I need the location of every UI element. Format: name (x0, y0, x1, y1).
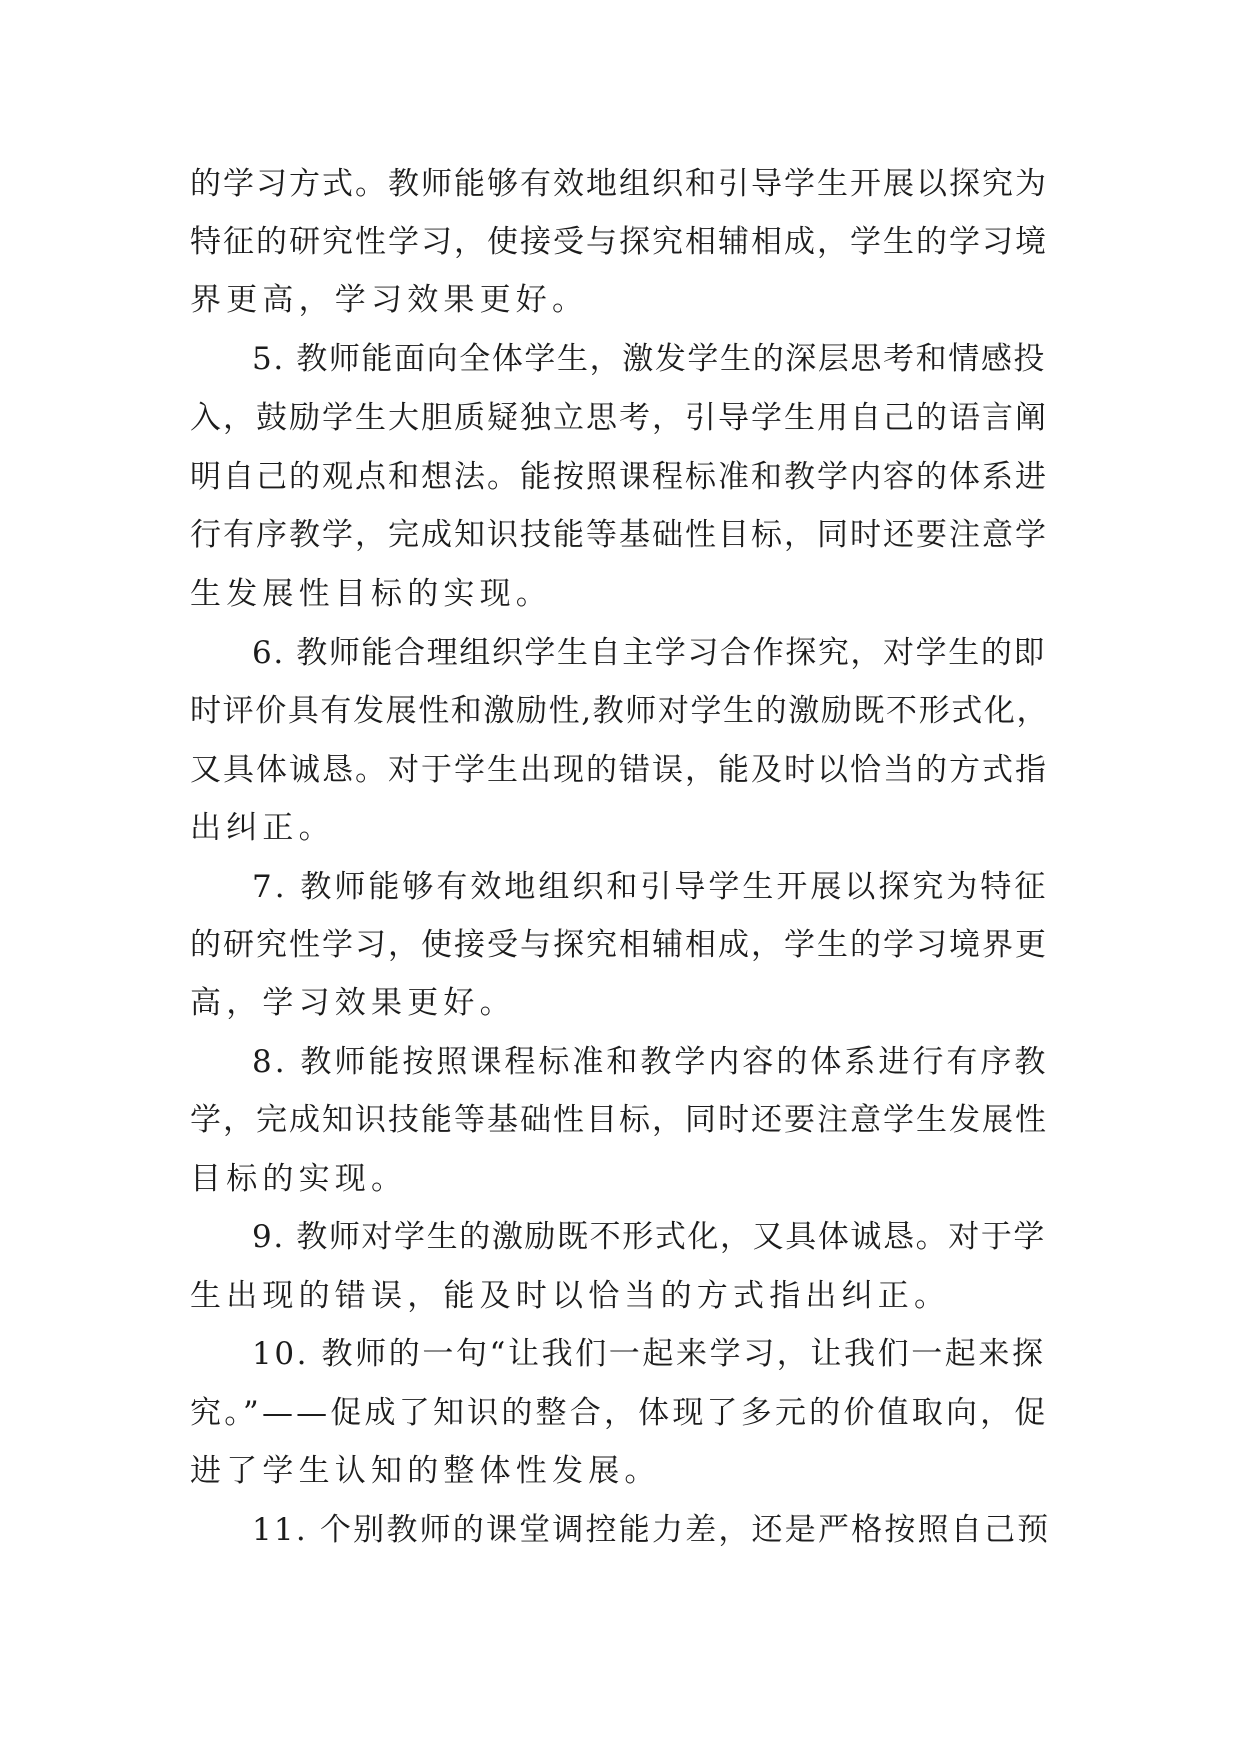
text-line: 行有序教学，完成知识技能等基础性目标，同时还要注意学 (190, 517, 1048, 553)
paragraph-start-10: 10. 教师的一句“让我们一起来学习，让我们一起来探 (252, 1336, 1046, 1372)
text-line: 时评价具有发展性和激励性,教师对学生的激励既不形式化， (190, 693, 1050, 729)
text-line: 目标的实现。 (190, 1161, 408, 1197)
text-line: 的学习方式。教师能够有效地组织和引导学生开展以探究为 (190, 166, 1048, 202)
text-line: 界更高，学习效果更好。 (190, 282, 589, 318)
paragraph-start-6: 6. 教师能合理组织学生自主学习合作探究，对学生的即 (252, 635, 1047, 671)
text-line: 的研究性学习，使接受与探究相辅相成，学生的学习境界更 (190, 927, 1048, 963)
paragraph-start-8: 8. 教师能按照课程标准和教学内容的体系进行有序教 (252, 1044, 1049, 1080)
text-line: 出纠正。 (190, 810, 335, 846)
text-line: 学，完成知识技能等基础性目标，同时还要注意学生发展性 (190, 1102, 1048, 1138)
text-line: 入，鼓励学生大胆质疑独立思考，引导学生用自己的语言阐 (190, 400, 1048, 436)
text-line: 特征的研究性学习，使接受与探究相辅相成，学生的学习境 (190, 224, 1048, 260)
text-line: 究。”——促成了知识的整合，体现了多元的价值取向，促 (190, 1395, 1049, 1431)
paragraph-start-7: 7. 教师能够有效地组织和引导学生开展以探究为特征 (252, 869, 1049, 905)
text-line: 高，学习效果更好。 (190, 985, 516, 1021)
paragraph-start-5: 5. 教师能面向全体学生，激发学生的深层思考和情感投 (252, 341, 1047, 377)
paragraph-start-9: 9. 教师对学生的激励既不形式化，又具体诚恳。对于学 (252, 1219, 1047, 1255)
paragraph-start-11: 11. 个别教师的课堂调控能力差，还是严格按照自己预 (252, 1512, 1051, 1548)
text-line: 生发展性目标的实现。 (190, 576, 552, 612)
text-line: 明自己的观点和想法。能按照课程标准和教学内容的体系进 (190, 459, 1048, 495)
text-line: 又具体诚恳。对于学生出现的错误，能及时以恰当的方式指 (190, 752, 1048, 788)
text-line: 进了学生认知的整体性发展。 (190, 1453, 661, 1489)
text-line: 生出现的错误，能及时以恰当的方式指出纠正。 (190, 1278, 951, 1314)
